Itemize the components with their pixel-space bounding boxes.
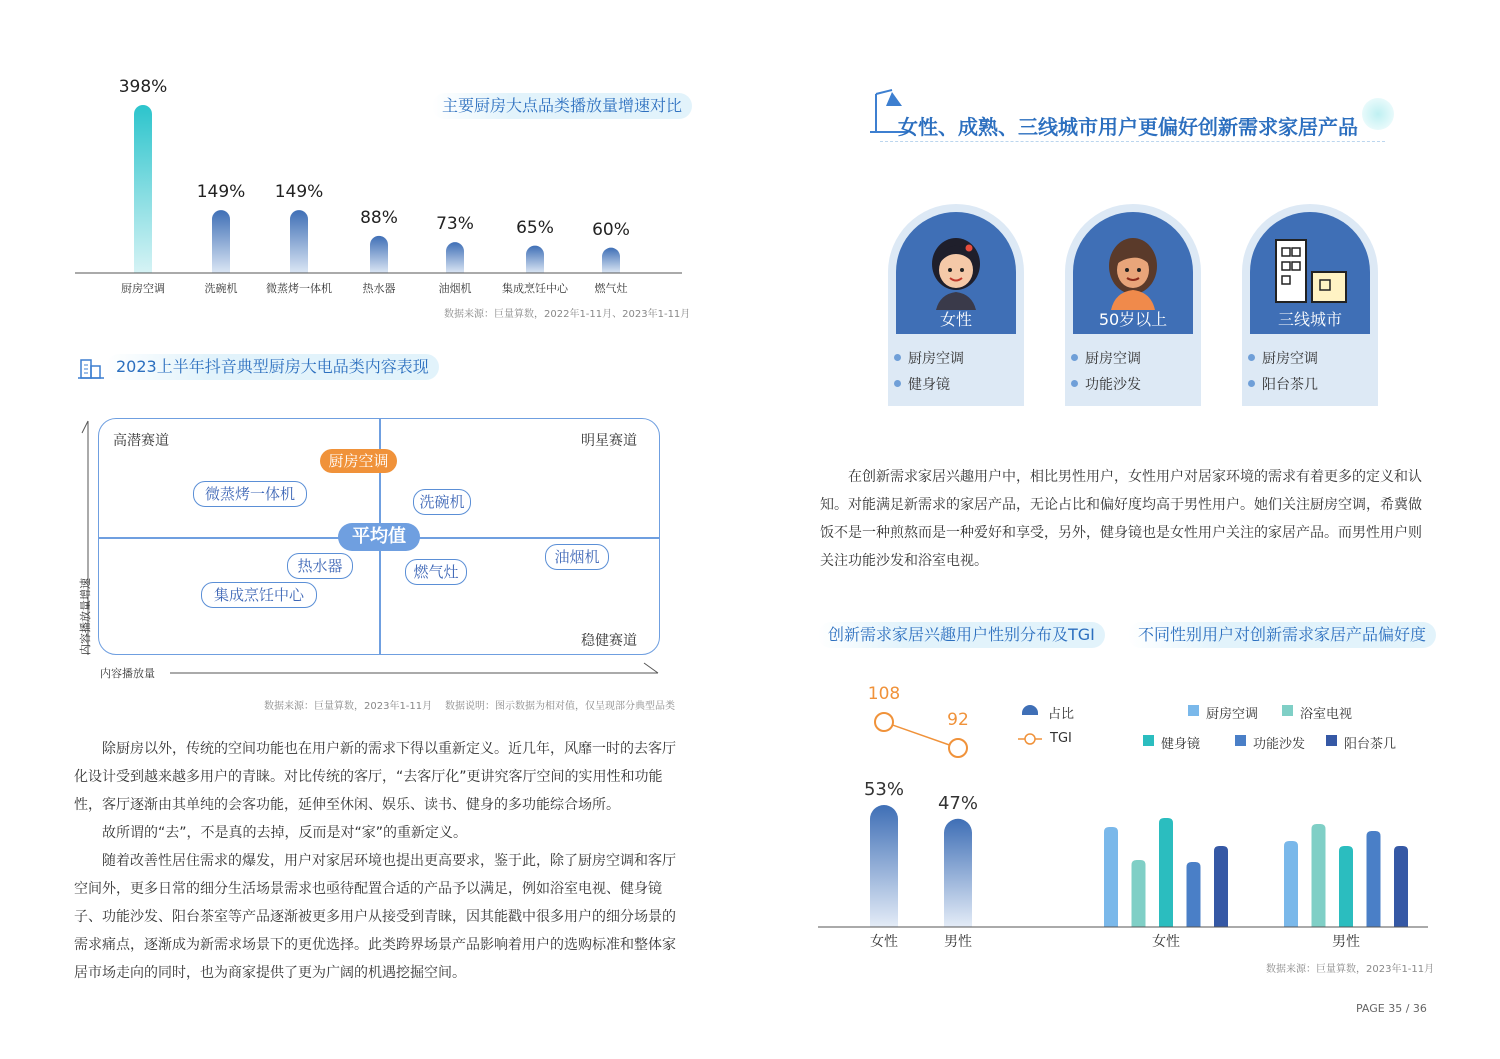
matrix-highlight-pill: 厨房空调 xyxy=(320,449,397,473)
legend-share-label: 占比 xyxy=(1048,707,1075,722)
building-icon xyxy=(78,356,104,380)
preference-bar xyxy=(1132,860,1146,927)
bar-value-label: 73% xyxy=(436,214,474,235)
left-chart-source: 数据来源：巨量算数，2022年1-11月、2023年1-11月 xyxy=(444,309,691,320)
matrix-item: 集成烹饪中心 xyxy=(201,582,317,608)
matrix-item: 微蒸烤一体机 xyxy=(193,481,307,507)
left-chart-title: 主要厨房大点品类播放量增速对比 xyxy=(432,93,692,119)
decor-circle xyxy=(1362,98,1394,130)
matrix-average-pill: 平均值 xyxy=(338,523,420,551)
bar xyxy=(602,248,620,273)
paragraph-line: 故所谓的“去”，不是真的去掉，反而是对“家”的重新定义。 xyxy=(102,825,468,841)
card-title: 女性 xyxy=(939,310,972,329)
right-chart-source: 数据来源：巨量算数，2023年1-11月 xyxy=(1266,964,1435,975)
matrix-x-axis-label: 内容播放量 xyxy=(100,667,155,680)
preference-bar xyxy=(1394,846,1408,927)
bar xyxy=(446,242,464,273)
paragraph-line: 子、功能沙发、阳台茶室等产品逐渐被更多用户从接受到青睐，因其能戳中很多用户的细分场景的 xyxy=(74,909,676,925)
paragraph-line: 居市场走向的同时，也为商家提供了更为广阔的机遇挖掘空间。 xyxy=(74,965,466,981)
matrix-note: 数据说明：图示数据为相对值，仅呈现部分典型品类 xyxy=(445,701,675,712)
card-item: 厨房空调 xyxy=(1085,348,1141,368)
card-tier3-city xyxy=(1242,204,1378,406)
share-value-label: 53% xyxy=(863,779,904,800)
matrix-item: 燃气灶 xyxy=(405,559,467,585)
right-chart-title-1: 创新需求家居兴趣用户性别分布及TGI xyxy=(818,622,1105,648)
card-item: 阳台茶几 xyxy=(1262,374,1318,394)
bar xyxy=(370,236,388,273)
paragraph-line: 空间外，更多日常的细分生活场景需求也亟待配置合适的产品予以满足，例如浴室电视、健身镜 xyxy=(74,881,662,897)
share-bar xyxy=(944,819,972,927)
right-charts-svg xyxy=(810,700,1440,960)
preference-bar xyxy=(1159,818,1173,927)
preference-bar xyxy=(1284,841,1298,927)
preference-category-label: 女性 xyxy=(1152,934,1180,950)
legend-label: 阳台茶几 xyxy=(1344,737,1397,752)
city-buildings-icon xyxy=(1272,236,1352,306)
legend-label: 功能沙发 xyxy=(1253,737,1306,752)
tgi-value-label: 92 xyxy=(947,710,969,730)
tgi-point xyxy=(875,713,893,731)
right-header-title: 女性、成熟、三线城市用户更偏好创新需求家居产品 xyxy=(898,115,1358,139)
legend-label: 浴室电视 xyxy=(1300,707,1353,722)
share-category-label: 女性 xyxy=(870,934,898,950)
bar-value-label: 88% xyxy=(360,207,398,228)
card-female xyxy=(888,204,1024,406)
quadrant-top-right: 明星赛道 xyxy=(581,433,637,449)
legend-tgi-label: TGI xyxy=(1050,731,1072,746)
share-bar xyxy=(870,805,898,927)
matrix-title: 2023上半年抖音典型厨房大电品类内容表现 xyxy=(106,354,439,380)
bar-category-label: 微蒸烤一体机 xyxy=(266,282,332,295)
paragraph-line: 化设计受到越来越多用户的青睐。对比传统的客厅，“去客厅化”更讲究客厅空间的实用性和功能 xyxy=(74,769,663,785)
card-item: 厨房空调 xyxy=(1262,348,1318,368)
preference-bar xyxy=(1312,824,1326,927)
woman-avatar-icon xyxy=(926,228,986,310)
preference-category-label: 男性 xyxy=(1332,934,1360,950)
page-number: PAGE 35 / 36 xyxy=(1356,1002,1427,1015)
share-category-label: 男性 xyxy=(944,934,972,950)
card-item: 功能沙发 xyxy=(1085,374,1141,394)
preference-bar xyxy=(1214,846,1228,927)
mature-woman-avatar-icon xyxy=(1103,228,1163,310)
bar-value-label: 149% xyxy=(274,182,324,203)
bar xyxy=(526,246,544,273)
bar-value-label: 60% xyxy=(592,219,630,240)
paragraph-line: 知。对能满足新需求的家居产品，无论占比和偏好度均高于男性用户。她们关注厨房空调，希冀做 xyxy=(820,497,1422,513)
header-underline xyxy=(880,141,1385,142)
card-item: 健身镜 xyxy=(908,374,950,394)
tgi-point xyxy=(949,739,967,757)
card-title: 三线城市 xyxy=(1277,310,1342,329)
matrix-item: 洗碗机 xyxy=(413,489,471,515)
paragraph-line: 除厨房以外，传统的空间功能也在用户新的需求下得以重新定义。近几年，风靡一时的去客厅 xyxy=(102,741,676,757)
paragraph-line: 需求痛点，逐渐成为新需求场景下的更优选择。此类跨界场景产品影响着用户的选购标准和整体家 xyxy=(74,937,676,953)
paragraph-line: 在创新需求家居兴趣用户中，相比男性用户，女性用户对居家环境的需求有着更多的定义和认 xyxy=(848,469,1422,485)
legend-label: 厨房空调 xyxy=(1206,707,1259,722)
bar xyxy=(134,105,152,273)
card-age-50 xyxy=(1065,204,1201,406)
bar-category-label: 集成烹饪中心 xyxy=(502,282,568,295)
tgi-value-label: 108 xyxy=(867,684,901,704)
bar-value-label: 149% xyxy=(196,182,246,203)
paragraph-line: 性，客厅逐渐由其单纯的会客功能，延伸至休闲、娱乐、读书、健身的多功能综合场所。 xyxy=(74,797,620,813)
bar-category-label: 燃气灶 xyxy=(594,282,628,295)
preference-bar xyxy=(1104,827,1118,927)
matrix-source: 数据来源：巨量算数，2023年1-11月 xyxy=(264,701,433,712)
bar xyxy=(212,210,230,273)
left-chart-svg xyxy=(0,0,700,300)
bar-value-label: 65% xyxy=(516,217,554,238)
bar xyxy=(290,210,308,273)
bar-category-label: 厨房空调 xyxy=(121,282,165,295)
preference-bar xyxy=(1367,831,1381,927)
matrix-item: 油烟机 xyxy=(545,544,609,570)
card-item: 厨房空调 xyxy=(908,348,964,368)
preference-bar xyxy=(1187,862,1201,927)
preference-bar xyxy=(1339,846,1353,927)
matrix-y-axis-label: 内容播放量增速 xyxy=(79,578,92,655)
paragraph-line: 关注功能沙发和浴室电视。 xyxy=(820,553,988,569)
matrix-item: 热水器 xyxy=(287,553,353,579)
paragraph-line: 饭不是一种煎熬而是一种爱好和享受，另外，健身镜也是女性用户关注的家居产品。而男性用户则 xyxy=(820,525,1422,541)
legend-label: 健身镜 xyxy=(1161,737,1201,752)
bar-value-label: 398% xyxy=(118,77,168,97)
quadrant-top-left: 高潜赛道 xyxy=(113,433,169,449)
bar-category-label: 洗碗机 xyxy=(204,282,238,295)
right-chart-title-2: 不同性别用户对创新需求家居产品偏好度 xyxy=(1128,622,1436,648)
bar-category-label: 热水器 xyxy=(362,282,396,295)
quadrant-bottom-right: 稳健赛道 xyxy=(581,633,637,649)
bar-category-label: 油烟机 xyxy=(438,282,472,295)
paragraph-line: 随着改善性居住需求的爆发，用户对家居环境也提出更高要求，鉴于此，除了厨房空调和客厅 xyxy=(102,853,676,869)
card-title: 50岁以上 xyxy=(1098,310,1168,329)
share-value-label: 47% xyxy=(937,792,978,814)
